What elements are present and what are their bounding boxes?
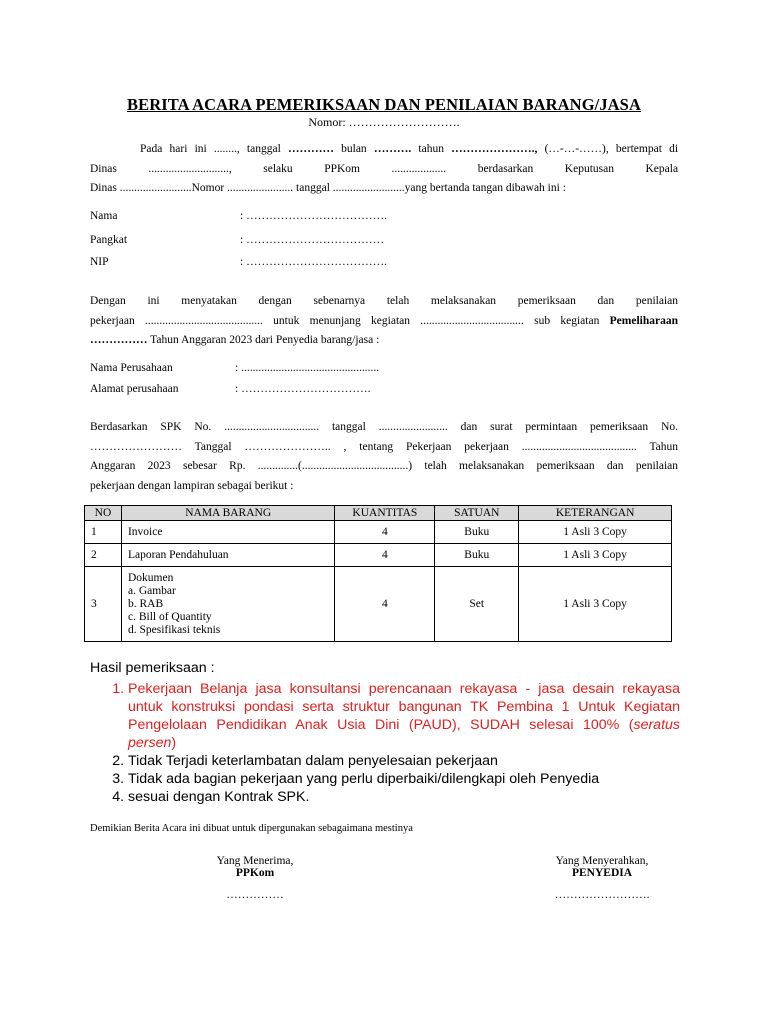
item-sub: b. RAB [127, 597, 164, 610]
item-sub: d. Spesifikasi teknis [127, 623, 221, 636]
result-item-4: 4. sesuai dengan Kontrak SPK. [128, 788, 680, 806]
closing-statement: Demikian Berita Acara ini dibuat untuk dipergunakan sebagaimana mestinya [90, 823, 413, 834]
company-name-value: : ................................................ [235, 362, 380, 374]
nip-label: NIP [90, 256, 109, 268]
signature-provider [502, 855, 702, 901]
item-note: 1 Asli 3 Copy [519, 567, 672, 642]
item-note: 1 Asli 3 Copy [519, 521, 672, 544]
provider-label: Yang Menyerahkan, [555, 855, 649, 867]
item-name: Laporan Pendahuluan [121, 544, 334, 567]
document-title: BERITA ACARA PEMERIKSAAN DAN PENILAIAN BARANG/JASA [127, 95, 641, 114]
company-address-field [90, 383, 371, 395]
statement-line-1: Dengan ini menyatakan dengan sebenarnya telah melaksanakan pemeriksaan dan penilaian [90, 295, 678, 307]
item-name: Invoice [121, 521, 334, 544]
table-header: SATUAN [435, 506, 519, 521]
table-row [85, 567, 672, 642]
table-header: KUANTITAS [335, 506, 435, 521]
row-number: 1 [85, 521, 122, 544]
company-address-label: Alamat perusahaan [90, 383, 179, 395]
signature-receiver [155, 855, 355, 901]
nip-field [90, 256, 387, 268]
nama-field [90, 210, 387, 222]
item-unit: Buku [435, 544, 519, 567]
item-quantity: 4 [335, 567, 435, 642]
nama-label: Nama [90, 210, 118, 222]
result-item-2: 2. Tidak Terjadi keterlambatan dalam penyelesaian pekerjaan [128, 752, 680, 770]
table-header-row [85, 506, 672, 521]
item-quantity: 4 [335, 544, 435, 567]
company-name-label: Nama Perusahaan [90, 362, 173, 374]
row-number: 3 [85, 567, 122, 642]
table-header: NAMA BARANG [121, 506, 334, 521]
table-row [85, 521, 672, 544]
pangkat-label: Pangkat [90, 234, 128, 246]
item-sub: c. Bill of Quantity [127, 610, 212, 623]
inspection-result [90, 660, 680, 806]
spk-line-1: Berdasarkan SPK No. ................................. tanggal ........................ dan surat permintaan pemeriksaan No. [90, 421, 678, 433]
table-header: KETERANGAN [519, 506, 672, 521]
nama-value: : ………………………………. [240, 210, 387, 222]
item-unit: Set [435, 567, 519, 642]
item-quantity: 4 [335, 521, 435, 544]
receiver-label: Yang Menerima, [216, 855, 294, 867]
receiver-signature-line: …………… [226, 889, 284, 901]
pangkat-value: : ……………………………… [240, 234, 385, 246]
statement-line-3: …………… Tahun Anggaran 2023 dari Penyedia barang/jasa : [90, 334, 380, 347]
item-sub: a. Gambar [127, 584, 176, 597]
statement-paragraph [90, 292, 678, 351]
inspection-result-title: Hasil pemeriksaan : [90, 660, 215, 676]
item-note: 1 Asli 3 Copy [519, 544, 672, 567]
provider-signature-line: ……………………. [554, 889, 650, 901]
row-number: 2 [85, 544, 122, 567]
item-name-cell [121, 567, 334, 642]
pangkat-field [90, 234, 385, 246]
result-item-3: 3. Tidak ada bagian pekerjaan yang perlu diperbaiki/dilengkapi oleh Penyedia [128, 770, 680, 788]
spk-line-3: Anggaran 2023 sebesar Rp. ..............(.....................................) telah melaksanakan pemeriksaan dan penilaian [90, 460, 678, 473]
document-number: Nomor: ………………………. [308, 115, 460, 129]
spk-line-2: …………………… Tanggal ………………….. , tentang Pekerjaan pekerjaan ........................................ Tahun [90, 440, 678, 453]
intro-line-3: Dinas .........................Nomor ....................... tanggal .........................yang bertanda tangan dibawah ini : [90, 182, 566, 195]
nip-value: : ………………………………. [240, 256, 387, 268]
table-header: NO [85, 506, 122, 521]
item-unit: Buku [435, 521, 519, 544]
inspection-result-list [90, 680, 680, 806]
item-name: Dokumen [127, 571, 174, 584]
intro-line-1: Pada hari ini ........, tanggal ………… bulan ………. tahun …………………., (…-…-……), bertempat di [140, 143, 678, 155]
intro-paragraph [90, 140, 678, 199]
result-item-1: 1. Pekerjaan Belanja jasa konsultansi perencanaan rekayasa - jasa desain rekayasa untuk konstruksi pondasi serta struktur bangunan TK Pembina 1 Untuk Kegiatan Pengelolaan Pendidikan Anak Usia Dini (PAUD), SUDAH selesai 100% (seratus persen) [128, 680, 680, 752]
company-name-field [90, 362, 380, 374]
spk-paragraph [90, 418, 678, 497]
statement-line-2: pekerjaan ......................................... untuk menunjang kegiatan .................................... sub kegiatan Pemeliharaan [90, 314, 678, 327]
spk-line-4: pekerjaan dengan lampiran sebagai berikut : [90, 480, 294, 493]
intro-line-2: Dinas ............................, selaku PPKom ................... berdasarkan Keputusan Kepala [90, 162, 678, 175]
table-row [85, 544, 672, 567]
provider-role: PENYEDIA [571, 867, 633, 879]
company-address-value: : ……………………………. [235, 383, 371, 395]
items-table [84, 505, 672, 642]
receiver-role: PPKom [235, 867, 275, 879]
